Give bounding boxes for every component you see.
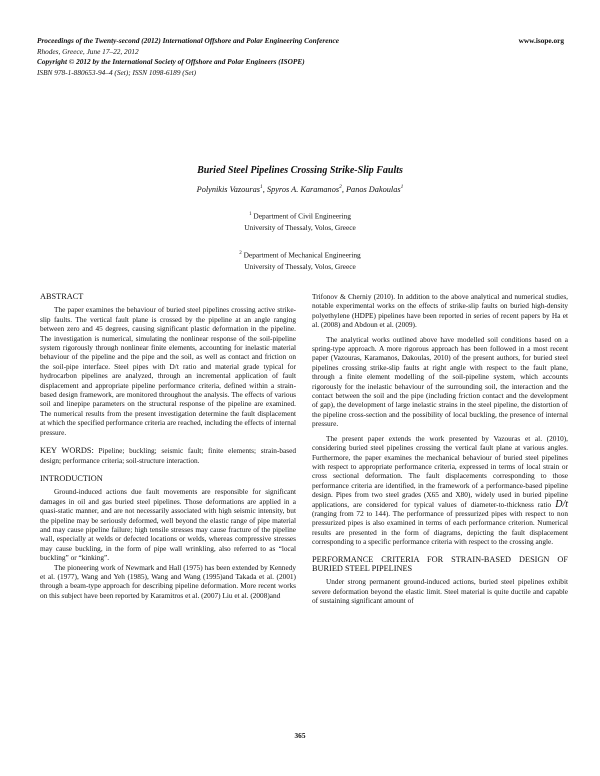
author-list bbox=[0, 184, 600, 194]
paragraph-text: (ranging from 72 to 144). The performance of pressurized pipes with respect to non pressurized pipes is also examined in terms of each performance criterion. Numerical results are presented in the form of diagrams, depicting the fault displacement corresponding to a specific performance criteria with respect to the crossing angle. bbox=[312, 508, 568, 547]
keywords-text: Pipeline; buckling; seismic fault; finite elements; strain-based design; performance criteria; soil-structure interaction. bbox=[40, 446, 296, 465]
header-proceedings: Proceedings of the Twenty-second (2012) International Offshore and Polar Engineering Conference bbox=[37, 36, 340, 45]
affiliation-univ: University of Thessaly, Volos, Greece bbox=[244, 261, 356, 271]
affiliation-univ: University of Thessaly, Volos, Greece bbox=[244, 222, 356, 232]
introduction-heading: INTRODUCTION bbox=[40, 473, 103, 483]
section-heading: PERFORMANCE CRITERIA FOR STRAIN-BASED DESIGN OF BURIED STEEL PIPELINES bbox=[312, 554, 568, 573]
paragraph: Trifonov & Cherniy (2010). In addition to the above analytical and numerical studies, notable experimental works on the effects of strike-slip faults on buried high-density polyethylene (HDPE) pipelines have been reported in series of recent papers by Ha et al. (2008) and Abdoun et al. (2009). bbox=[312, 292, 568, 330]
affiliation-dept-name: Department of Mechanical Engineering bbox=[241, 250, 361, 260]
abstract-heading: ABSTRACT bbox=[40, 292, 84, 301]
paragraph bbox=[312, 434, 568, 547]
page-number: 365 bbox=[294, 731, 306, 740]
affiliation-mark: 1 bbox=[249, 212, 252, 217]
author-name: Spyros A. Karamanos bbox=[266, 184, 340, 194]
header-website[interactable]: www.isope.org bbox=[518, 36, 564, 45]
keywords bbox=[40, 446, 296, 465]
paragraph-text: The present paper extends the work presented by Vazouras et al. (2010), considering buried steel pipelines crossing the vertical fault plane at various angles. Furthermore, the paper examines the mechanical behaviour of buried steel pipelines with respect to appropriate performance criteria, expressed in terms of local strain or cross sectional deformation. The fault displacements corresponding to those performance criteria are identified, in the framework of a performance-based pipeline design. Pipes from two steel grades (X65 and X80), widely used in buried pipeline applications, are considered for typical values of diameter-to-thickness ratio bbox=[312, 433, 568, 509]
math-symbol: D/t bbox=[555, 498, 568, 510]
author-separator: , bbox=[341, 184, 346, 194]
author-affiliation-mark: 1 bbox=[260, 184, 263, 190]
header-copyright: Copyright © 2012 by the International Society of Offshore and Polar Engineers (ISOPE) bbox=[37, 57, 305, 67]
left-column bbox=[40, 292, 296, 600]
paper-title: Buried Steel Pipelines Crossing Strike-Slip Faults bbox=[197, 165, 403, 176]
author-separator: , bbox=[262, 184, 267, 194]
paragraph: The pioneering work of Newmark and Hall (1975) has been extended by Kennedy et al. (1977), Wang and Yeh (1985), Wang and Wang (1995)and Takada et al. (2001) through a beam-type approach for describing pipeline deformation. More recent works on this subject have been reported by Karamitros et al. (2007) Liu et al. (2008)and bbox=[40, 562, 296, 600]
paragraph: The analytical works outlined above have modelled soil conditions based on a spring-type approach. A more rigorous approach has been followed in a most recent paper (Vazouras, Karamanos, Dakoulas, 2010) of the present authors, for buried steel pipelines crossing strike-slip faults at right angle with respect to the fault plane, through a finite element modelling of the soil-pipeline system, which accounts rigorously for the inelastic behaviour of the surrounding soil, the interaction and the contact between the soil and the pipe (including friction contact and the development of gap), the development of large inelastic strains in the steel pipeline, the distortion of the pipeline cross-section and the possibility of local buckling, the presence of internal pressure. bbox=[312, 334, 568, 429]
header-isbn: ISBN 978-1-880653-94–4 (Set); ISSN 1098-6189 (Set) bbox=[37, 67, 197, 77]
paragraph: Under strong permanent ground-induced actions, buried steel pipelines exhibit severe deformation beyond the elastic limit. Steel material is quite ductile and capable of sustaining significant amount of bbox=[312, 577, 568, 606]
author-affiliation-mark: 2 bbox=[339, 184, 342, 190]
affiliation-mark: 2 bbox=[239, 251, 242, 256]
affiliation bbox=[0, 209, 600, 233]
right-column bbox=[312, 292, 568, 606]
author-name: Panos Dakoulas bbox=[345, 184, 401, 194]
keywords-label: KEY WORDS: bbox=[40, 446, 94, 456]
conference-header bbox=[37, 36, 497, 78]
affiliation-dept-name: Department of Civil Engineering bbox=[251, 211, 351, 221]
header-location: Rhodes, Greece, June 17–22, 2012 bbox=[37, 46, 139, 56]
paragraph: Ground-induced actions due fault movements are responsible for significant damages in oil and gas buried steel pipelines. Those deformations are applied in a quasi-static manner, and are not necessarily associated with high seismic intensity, but the pipeline may be seriously deformed, well beyond the elastic range of pipe material and may cause pipeline failure; high tensile stresses may cause fracture of the pipeline wall, especially at welds or defected locations or welds, whereas compressive stresses may cause buckling, in the form of pipe wall wrinkling, also referred to as “local buckling” or “kinking”. bbox=[40, 487, 296, 563]
author-name: Polynikis Vazouras bbox=[196, 184, 261, 194]
affiliation-dept bbox=[0, 248, 600, 261]
abstract-text: The paper examines the behaviour of buried steel pipelines crossing active strike-slip faults. The vertical fault plane is crossed by the pipeline at an angle ranging between zero and 45 degrees, causing significant plastic deformation in the pipeline. The investigation is numerical, simulating the nonlinear response of the soil-pipeline system rigorously through nonlinear finite elements, accounting for inelastic material behaviour of the pipeline and the pipe and the soil, as well as contact and friction on the soil-pipe interface. Steel pipes with D/t ratio and material grade typical for hydrocarbon pipelines are analyzed, through an incremental application of fault displacement and appropriate pipeline performance criteria, defined within a strain-based design framework, are monitored throughout the analysis. The effects of various soil and linepipe parameters on the structural response of the pipeline are examined. The numerical results from the present investigation determine the fault displacement at which the specified performance criteria are reached, including the effects of internal pressure. bbox=[40, 305, 296, 437]
affiliation bbox=[0, 248, 600, 272]
affiliation-dept bbox=[0, 209, 600, 222]
author-affiliation-mark: 1 bbox=[400, 184, 404, 190]
